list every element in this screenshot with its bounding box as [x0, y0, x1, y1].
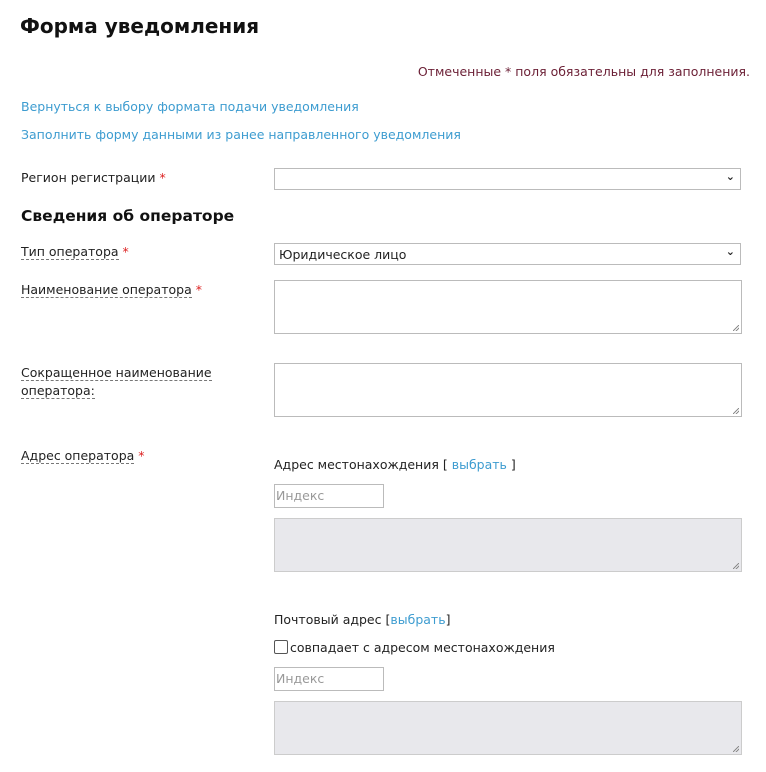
required-marker: *: [159, 170, 166, 185]
location-index-input[interactable]: Индекс: [274, 484, 384, 508]
fill-from-previous-link[interactable]: Заполнить форму данными из ранее направленного уведомления: [21, 127, 461, 142]
short-name-label-line1: Сокращенное наименование: [21, 365, 212, 380]
region-select[interactable]: [274, 168, 741, 190]
required-marker: *: [195, 282, 202, 297]
operator-name-label-text: Наименование оператора: [21, 282, 192, 297]
region-label: [21, 169, 166, 187]
address-label-text: Адрес оператора: [21, 448, 135, 463]
short-name-textarea[interactable]: [274, 363, 742, 417]
operator-name-textarea[interactable]: [274, 280, 742, 334]
location-address-textarea[interactable]: [274, 518, 742, 572]
postal-index-input[interactable]: Индекс: [274, 667, 384, 691]
postal-address-textarea[interactable]: [274, 701, 742, 755]
section-heading: Сведения об операторе: [21, 207, 235, 225]
postal-address-label: [274, 612, 450, 627]
bracket: [: [442, 457, 448, 472]
operator-type-label: [21, 243, 129, 261]
operator-type-label-text: Тип оператора: [21, 244, 119, 259]
required-marker: *: [122, 244, 129, 259]
same-address-label[interactable]: совпадает с адресом местонахождения: [290, 640, 555, 655]
required-marker: *: [138, 448, 145, 463]
operator-type-value: Юридическое лицо: [279, 247, 407, 262]
chevron-down-icon: ⌄: [725, 245, 735, 258]
address-label: [21, 447, 145, 465]
operator-type-select[interactable]: [274, 243, 741, 265]
bracket: ]: [445, 612, 451, 627]
location-select-link[interactable]: выбрать: [451, 457, 507, 472]
postal-label-text: Почтовый адрес: [274, 612, 382, 627]
short-name-label: [21, 364, 212, 400]
region-label-text: Регион регистрации: [21, 170, 156, 185]
postal-select-link[interactable]: выбрать: [390, 612, 446, 627]
bracket: [: [385, 612, 391, 627]
back-link[interactable]: Вернуться к выбору формата подачи уведомления: [21, 99, 359, 114]
same-address-checkbox[interactable]: [274, 640, 288, 654]
location-label-text: Адрес местонахождения: [274, 457, 439, 472]
page-title: Форма уведомления: [20, 14, 260, 38]
short-name-label-line2: оператора:: [21, 383, 95, 398]
location-address-label: [274, 457, 516, 472]
bracket: ]: [510, 457, 516, 472]
required-note: Отмеченные * поля обязательны для заполнения.: [417, 64, 750, 79]
chevron-down-icon: ⌄: [725, 170, 735, 183]
operator-name-label: [21, 281, 202, 299]
